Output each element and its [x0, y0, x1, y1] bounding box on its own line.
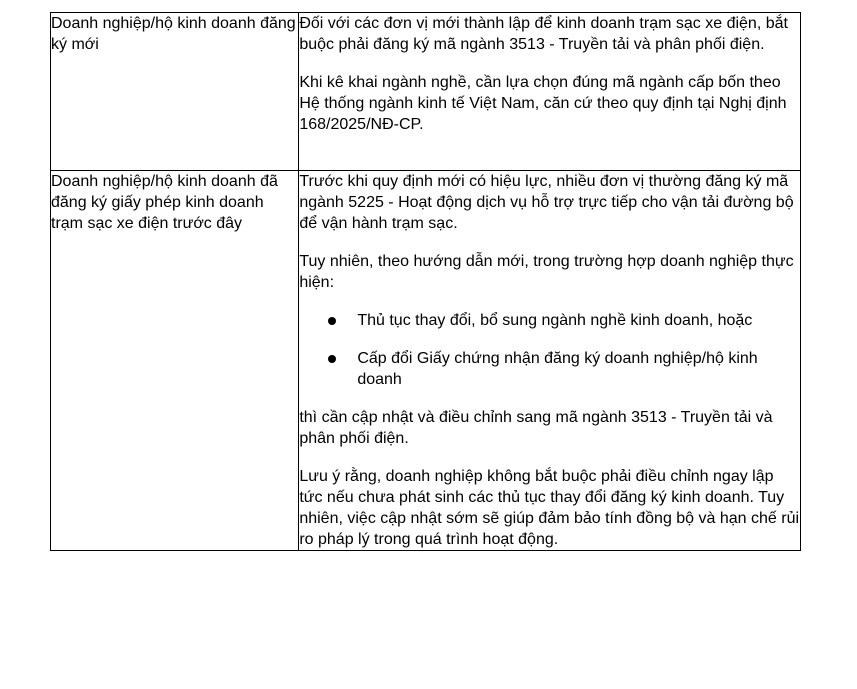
row-label-cell [51, 13, 299, 171]
bullet-list [299, 310, 800, 390]
table-row [51, 13, 801, 171]
table-row [51, 171, 801, 551]
paragraph: Trước khi quy định mới có hiệu lực, nhiều đơn vị thường đăng ký mã ngành 5225 - Hoạt động dịch vụ hỗ trợ trực tiếp cho vận tải đường bộ để vận hành trạm sạc. [299, 173, 794, 232]
bullet-icon [328, 355, 336, 363]
paragraph: Đối với các đơn vị mới thành lập để kinh doanh trạm sạc xe điện, bắt buộc phải đăng ký mã ngành 3513 - Truyền tải và phân phối điện. [299, 15, 788, 53]
paragraph: thì cần cập nhật và điều chỉnh sang mã ngành 3513 - Truyền tải và phân phối điện. [299, 409, 773, 447]
regulation-table [50, 12, 801, 551]
row-label-cell [51, 171, 299, 551]
paragraph: Khi kê khai ngành nghề, cần lựa chọn đúng mã ngành cấp bốn theo Hệ thống ngành kinh tế Việt Nam, căn cứ theo quy định tại Nghị định 168/2025/NĐ-CP. [299, 74, 787, 133]
list-item [299, 310, 800, 331]
row-content-cell [299, 13, 801, 171]
row-content-cell [299, 171, 801, 551]
list-item-text: Cấp đổi Giấy chứng nhận đăng ký doanh nghiệp/hộ kinh doanh [357, 350, 758, 388]
bullet-icon [328, 317, 336, 325]
row-label: Doanh nghiệp/hộ kinh doanh đã đăng ký giấy phép kinh doanh trạm sạc xe điện trước đây [51, 173, 278, 232]
list-item-text: Thủ tục thay đổi, bổ sung ngành nghề kinh doanh, hoặc [357, 312, 753, 329]
paragraph: Lưu ý rằng, doanh nghiệp không bắt buộc phải điều chỉnh ngay lập tức nếu chưa phát sinh các thủ tục thay đổi đăng ký kinh doanh. Tuy nhiên, việc cập nhật sớm sẽ giúp đảm bảo tính đồng bộ và hạn chế rủi ro pháp lý trong quá trình hoạt động. [299, 468, 800, 548]
list-item [299, 348, 800, 390]
row-label: Doanh nghiệp/hộ kinh doanh đăng ký mới [51, 15, 296, 53]
paragraph: Tuy nhiên, theo hướng dẫn mới, trong trường hợp doanh nghiệp thực hiện: [299, 253, 794, 291]
